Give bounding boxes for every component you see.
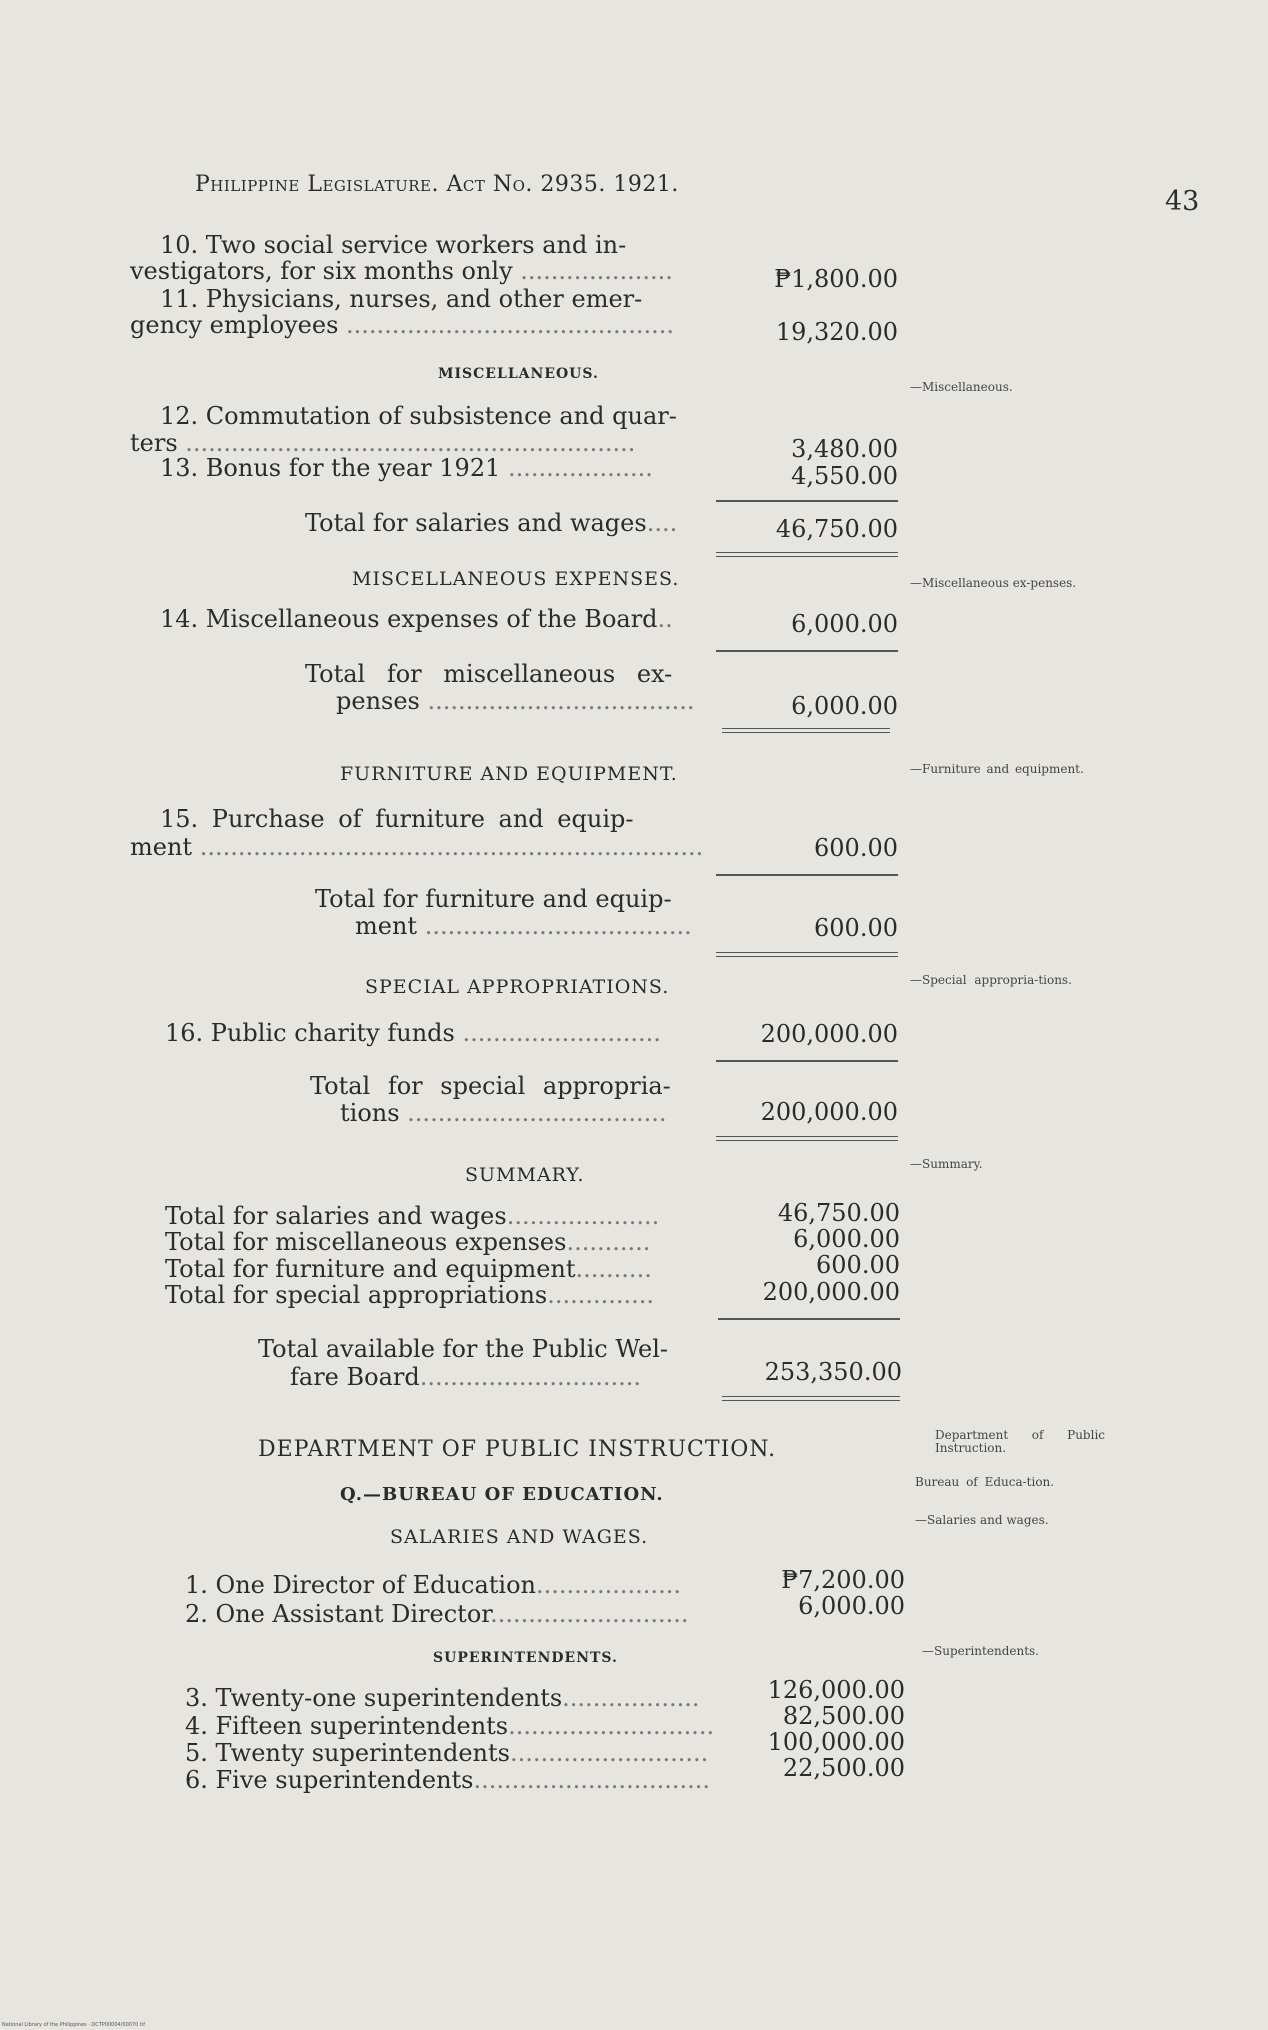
item-13-amount: 4,550.00 [791,462,898,490]
total-misc-expenses-amount: 6,000.00 [791,692,898,720]
item-12-amount: 3,480.00 [791,435,898,463]
edu-item-6: 6. Five superintendents............................... [185,1766,710,1794]
item-10-amount: ₱1,800.00 [774,265,898,293]
edu-item-3: 3. Twenty-one superintendents.................. [185,1684,700,1712]
total-furniture-amount: 600.00 [814,914,898,942]
item-10-line2: vestigators, for six months only .................... [130,257,673,285]
edu-item-1-amount: ₱7,200.00 [781,1566,905,1594]
page-number: 43 [1165,186,1200,217]
margin-note-superintendents: —Superintendents. [922,1644,1039,1658]
summary-furniture-amount: 600.00 [816,1251,900,1279]
total-furniture-line1: Total for furniture and equip- [315,885,672,913]
running-header: Philippine Legislature. Act No. 2935. 1921. [195,172,679,197]
total-misc-expenses-line2: penses ................................... [336,687,695,715]
total-public-welfare-amount: 253,350.00 [764,1358,902,1386]
total-special-line1: Total for special appropria- [310,1072,671,1100]
total-public-welfare-line1: Total available for the Public Wel- [258,1335,669,1363]
margin-note-department: Department of Public Instruction. [935,1428,1105,1455]
total-salaries-wages-amount: 46,750.00 [775,515,898,543]
summary-furniture: Total for furniture and equipment.......... [165,1255,652,1283]
item-11-line1: 11. Physicians, nurses, and other emer- [160,285,643,313]
total-special-line2: tions .................................. [340,1099,667,1127]
item-15-line2: ment .................................................................. [130,833,704,861]
margin-note-summary: —Summary. [910,1157,983,1171]
section-summary: SUMMARY. [465,1164,585,1186]
margin-note-special: —Special appropria-tions. [910,973,1072,987]
summary-special-amount: 200,000.00 [762,1278,900,1306]
item-15-line1: 15. Purchase of furniture and equip- [160,805,634,833]
margin-note-salaries: —Salaries and wages. [915,1513,1049,1527]
item-14: 14. Miscellaneous expenses of the Board.. [160,605,673,633]
bureau-heading: Q.—BUREAU OF EDUCATION. [340,1484,664,1505]
summary-salaries: Total for salaries and wages.................... [165,1202,660,1230]
item-16-amount: 200,000.00 [760,1020,898,1048]
total-furniture-line2: ment ................................... [355,912,692,940]
item-11-amount: 19,320.00 [775,318,898,346]
edu-item-6-amount: 22,500.00 [782,1754,905,1782]
summary-salaries-amount: 46,750.00 [777,1199,900,1227]
rule [716,1060,898,1062]
summary-special: Total for special appropriations.............. [165,1281,655,1309]
department-heading: DEPARTMENT OF PUBLIC INSTRUCTION. [258,1437,777,1462]
rule [716,500,898,502]
item-12-line2: ters ........................................................... [130,429,636,457]
item-14-amount: 6,000.00 [791,610,898,638]
margin-note-miscellaneous: —Miscellaneous. [910,380,1013,394]
double-rule [722,728,890,733]
item-12-line1: 12. Commutation of subsistence and quar- [160,402,677,430]
edu-item-4: 4. Fifteen superintendents........................... [185,1712,715,1740]
item-15-amount: 600.00 [814,834,898,862]
rule [716,874,898,876]
rule [716,650,898,652]
section-miscellaneous-expenses: MISCELLANEOUS EXPENSES. [352,568,680,590]
section-furniture-equipment: FURNITURE AND EQUIPMENT. [340,763,678,785]
summary-misc: Total for miscellaneous expenses........... [165,1228,651,1256]
total-misc-expenses-line1: Total for miscellaneous ex- [305,660,673,688]
edu-item-2: 2. One Assistant Director.......................... [185,1600,689,1628]
margin-note-bureau: Bureau of Educa-tion. [915,1475,1055,1489]
section-special-appropriations: SPECIAL APPROPRIATIONS. [365,976,670,998]
margin-note-furniture: —Furniture and equipment. [910,762,1084,776]
edu-item-3-amount: 126,000.00 [767,1676,905,1704]
double-rule [716,1136,898,1141]
item-11-line2: gency employees ........................................... [130,311,675,339]
section-miscellaneous: MISCELLANEOUS. [438,366,599,382]
double-rule [722,1396,900,1401]
total-special-amount: 200,000.00 [760,1098,898,1126]
item-16: 16. Public charity funds .......................... [165,1019,661,1047]
rule [718,1318,900,1320]
total-public-welfare-line2: fare Board............................. [290,1363,641,1391]
salaries-wages-heading: SALARIES AND WAGES. [390,1526,649,1548]
edu-item-5-amount: 100,000.00 [767,1728,905,1756]
edu-item-4-amount: 82,500.00 [782,1702,905,1730]
item-10-line1: 10. Two social service workers and in- [160,231,627,259]
total-salaries-wages: Total for salaries and wages.... [305,509,678,537]
edu-item-5: 5. Twenty superintendents.......................... [185,1739,709,1767]
double-rule [716,952,898,957]
edu-item-1: 1. One Director of Education................... [185,1571,681,1599]
item-13: 13. Bonus for the year 1921 ................... [160,454,653,482]
summary-misc-amount: 6,000.00 [793,1225,900,1253]
double-rule [716,552,898,557]
edu-item-2-amount: 6,000.00 [798,1592,905,1620]
section-superintendents: SUPERINTENDENTS. [433,1650,618,1666]
scan-credit: National Library of the Philippines · DCTP00004/00070 tif [2,2022,146,2028]
margin-note-miscellaneous-expenses: —Miscellaneous ex-penses. [910,576,1077,590]
